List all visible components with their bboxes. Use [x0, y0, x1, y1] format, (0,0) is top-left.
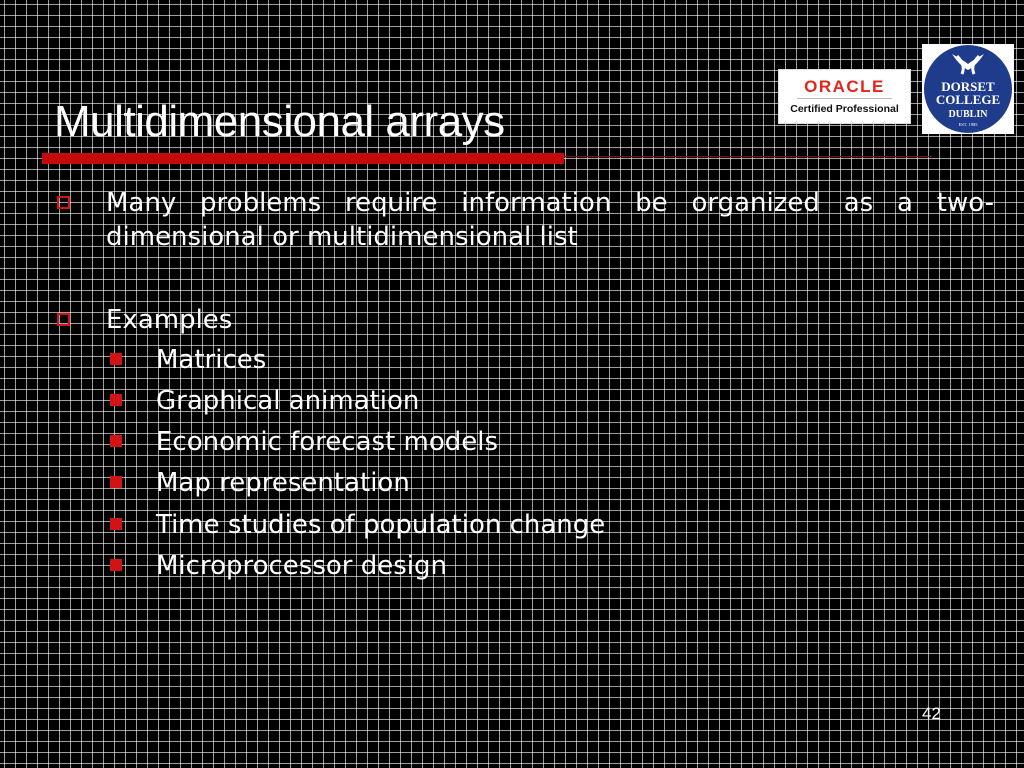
dorset-logo-line2: COLLEGE	[935, 92, 1001, 107]
filled-square-icon	[110, 518, 122, 530]
sub-bullet-text: Graphical animation	[156, 386, 420, 416]
dorset-logo-line3: DUBLIN	[948, 109, 988, 120]
sub-bullet-text: Economic forecast models	[156, 427, 499, 457]
filled-square-icon	[110, 353, 122, 365]
hollow-square-icon	[57, 313, 70, 326]
sub-bullet-text: Time studies of population change	[156, 510, 606, 540]
bullet-text: Many problems require information be organized as a two-dimensional or multidimensional list	[106, 188, 994, 252]
filled-square-icon	[110, 559, 122, 571]
filled-square-icon	[110, 394, 122, 406]
oracle-logo-subtitle: Certified Professional	[790, 103, 899, 115]
dorset-logo-est: EST. 1985	[958, 122, 978, 127]
sub-bullet-text: Matrices	[156, 345, 267, 375]
bullet-text: Examples	[106, 305, 233, 335]
sub-bullet-text: Map representation	[156, 468, 410, 498]
sub-bullet-text: Microprocessor design	[156, 551, 448, 581]
dorset-logo-line1: DORSET	[941, 79, 995, 94]
filled-square-icon	[110, 476, 122, 488]
page-number: 42	[922, 704, 941, 723]
filled-square-icon	[110, 435, 122, 447]
slide-title: Multidimensional arrays	[54, 97, 505, 146]
hollow-square-icon	[57, 196, 70, 209]
oracle-logo-wordmark: ORACLE	[804, 77, 885, 96]
